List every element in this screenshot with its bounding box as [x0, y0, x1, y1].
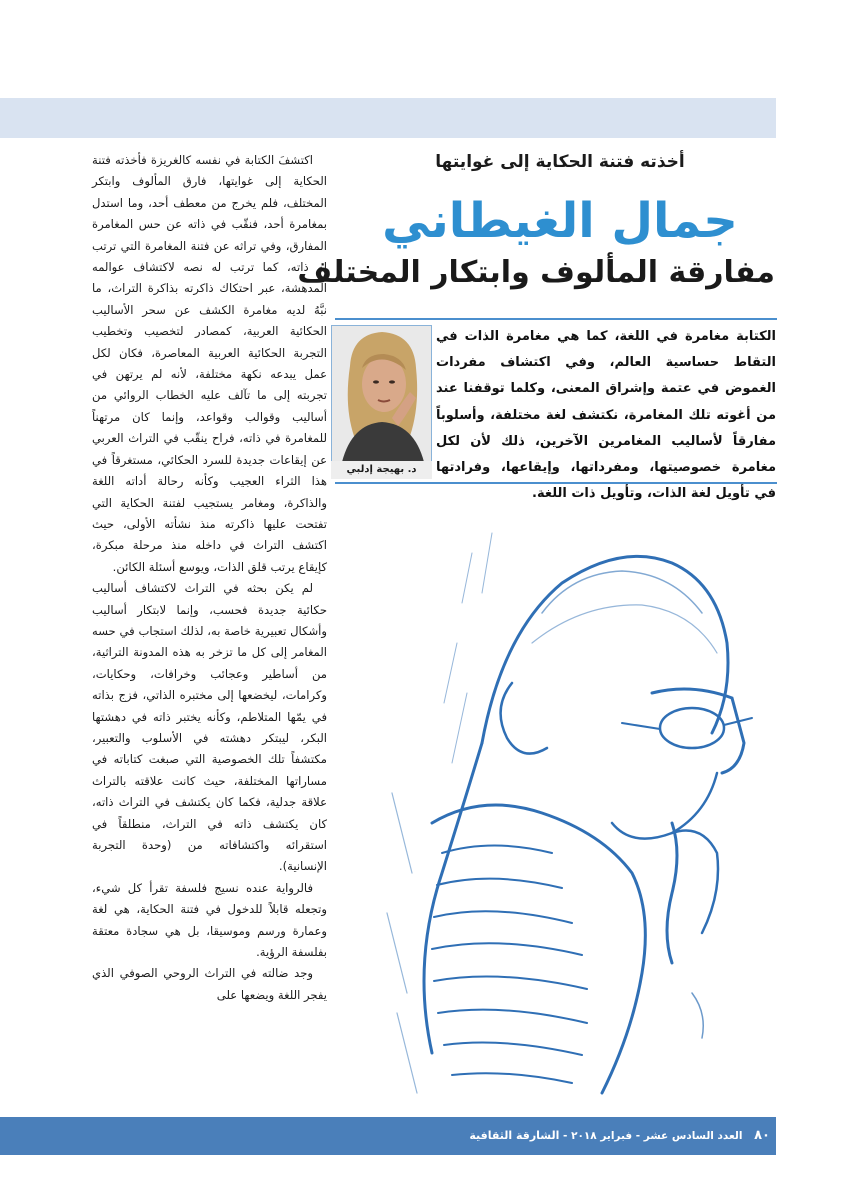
page-number: ٨٠: [754, 1128, 770, 1143]
body-paragraph: اكتشفَ الكتابة في نفسه كالغريزة فأخذته فتنة الحكاية إلى غوايتها، فارق المألوف وابتكر المختلف، فلم يخرج من معطف أحد، وما استدل بمغامرة أحد، فنقّب في ذاته عن حس المغامرة المفارق، وفي تراثه عن فتنة المغامرة التي ترتب له ذاته، كما ترتب له نصه لاكتشاف عوالمه المدهشة، عبر احتكاك ذاكرته بذاكرة التراث، ما نبَّهُ لديه مغامرة الكشف عن سحر الأساليب الحكائية العربية، كمصادر لتخصيب وتخطيب التجربة الحكائية العربية المعاصرة، فكان لكل عمل يبدعه نكهة مختلفة، لأنه لم يرتهن في تجربته إلى ما تآلف عليه الخطاب الروائي من أساليب وقوالب وقواعد، وإنما كان مرتهناً للمغامرة في ذاته، فراح ينقّب في التراث العربي عن إيقاعات جديدة للسرد الحكائي، مستغرقاً في هذا الثراء العجيب وكأنه رحالة أداته اللغة والذاكرة، ومغامر يستجيب لفتنة الحكاية التي تفتحت عليها ذاكرته منذ نشأته الأولى، حيث اكتشف التراث في داخله منذ مرحلة مبكرة، كإيقاع يرتب قلق الذات، ويوسع أسئلة الكائن.: [92, 153, 327, 574]
top-color-band: [0, 98, 776, 138]
divider-bottom: [335, 482, 777, 484]
article-body-column: [92, 150, 327, 1006]
article-subtitle: مفارقة المألوف وابتكار المختلف: [297, 255, 775, 290]
magazine-name: الشارقة الثقافية: [469, 1129, 560, 1142]
article-title: جمال الغيطاني: [382, 193, 738, 249]
body-paragraph: وجد ضالته في التراث الروحي الصوفي الذي يفجر اللغة ويضعها على: [92, 966, 327, 1002]
divider-top: [335, 318, 777, 320]
article-intro: الكتابة مغامرة في اللغة، كما هي مغامرة الذات في التقاط حساسية العالم، وفي اكتشاف مفردات الغموض في عتمة وإشراق المعنى، وكلما توقفنا عند من أغوته تلك المغامرة، نكتشف لغة مختلفة، وأسلوباً مفارقاً لأساليب المغامرين الآخرين، ذلك لأن لكل مغامرة خصوصيتها، ومفرداتها، وإيقاعها، وفرادتها في تأويل لغة الذات، وتأويل ذات اللغة.: [436, 329, 776, 502]
author-photo: [331, 325, 432, 463]
author-photo-illustration: [332, 326, 431, 462]
portrait-sketch-illustration: [372, 493, 775, 1103]
author-caption: د. بهيجة إدلبي: [331, 461, 432, 479]
article-kicker: أخذته فتنة الحكاية إلى غوايتها: [435, 152, 685, 172]
issue-info: العدد السادس عشر - فبراير ٢٠١٨ -: [563, 1130, 743, 1142]
footer: [470, 1126, 770, 1146]
body-paragraph: فالرواية عنده نسيج فلسفة تقرأ كل شيء، وتجعله قابلاً للدخول في فتنة الحكاية، هي لغة وعمارة ورسم وموسيقا، بل هي سجادة معتقة بفلسفة الرؤية.: [92, 880, 327, 960]
body-paragraph: لم يكن بحثه في التراث لاكتشاف أساليب حكائية جديدة فحسب، وإنما لابتكار أساليب وأشكال تعبيرية خاصة به، لذلك استجاب في حسه المغامر إلى كل ما تزخر به هذه المدونة التراثية، من أساطير وعجائب وخرافات، وحكايات، وكرامات، ليخضعها إلى مختبره الذاتي، فزج بذاته في يمّها المتلاطم، وكأنه يختبر ذاته في دهشتها البكر، ليبتكر دهشته في الأسلوب والتعبير، مكتشفاً تلك الخصوصية التي صبغت كتاباته في مساراتها المختلفة، حيث كانت علاقته بالتراث علاقة جدلية، فكما كان يكتشف في التراث ذاته، كان يكتشف ذاته في التراث، منطلقاً في استقرائه واكتشافاته من (وحدة التجربة الإنسانية).: [92, 581, 327, 874]
